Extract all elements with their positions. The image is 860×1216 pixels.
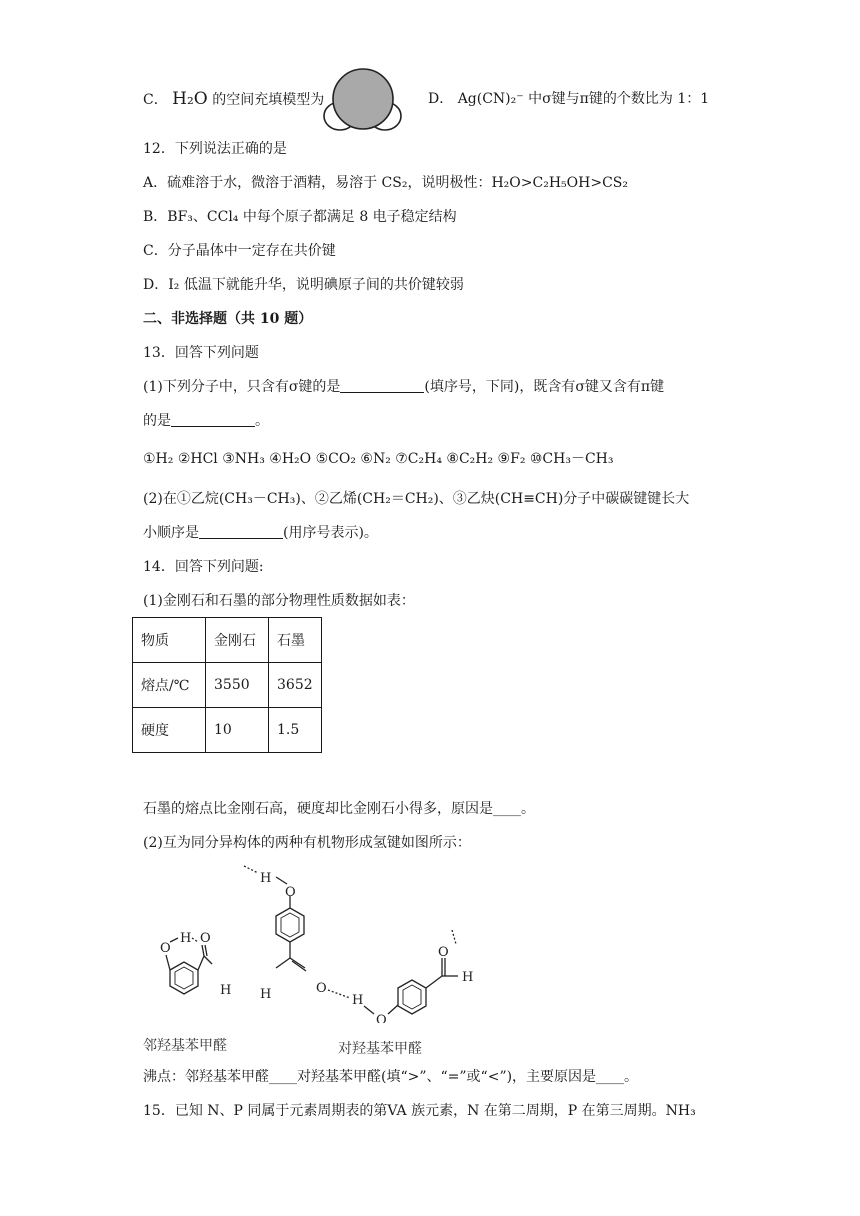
table-cell: 10 (206, 708, 269, 753)
answer-blank (171, 412, 255, 427)
table-cell: 1.5 (269, 708, 322, 753)
q14-reason: 石墨的熔点比金刚石高，硬度却比金刚石小得多，原因是____。 (143, 801, 535, 817)
table-header-cell: 石墨 (269, 618, 322, 663)
q11-option-c (143, 89, 324, 110)
caption-para: 对羟基苯甲醛 (338, 1041, 422, 1057)
q13-part2-cont (143, 523, 378, 543)
answer-blank (340, 378, 424, 393)
svg-text:H: H (220, 983, 232, 998)
properties-table (132, 617, 322, 753)
q15-stem: 15．已知 N、P 同属于元素周期表的第VA 族元素，N 在第二周期，P 在第三周期。NH₃ (143, 1103, 696, 1119)
caption-ortho: 邻羟基苯甲醛 (143, 1038, 227, 1054)
svg-text:O: O (438, 945, 449, 960)
q14-stem: 14．回答下列问题: (143, 559, 264, 575)
q13-part1-cont (143, 411, 269, 431)
q12-option-d: D．I₂ 低温下就能升华，说明碘原子间的共价键较弱 (143, 277, 464, 293)
q13-molecule-list: ①H₂ ②HCl ③NH₃ ④H₂O ⑤CO₂ ⑥N₂ ⑦C₂H₄ ⑧C₂H₂ ⑨F₂ ⑩CH₃－CH₃ (143, 451, 614, 467)
q11-c-label: C． (143, 92, 168, 108)
table-header-row (133, 618, 322, 663)
svg-text:H: H (462, 970, 474, 985)
q11-c-text: 的空间充填模型为 (212, 92, 325, 108)
answer-blank (199, 524, 283, 539)
section-heading: 二、非选择题（共 10 题） (143, 311, 313, 327)
table-header-cell: 物质 (133, 618, 206, 663)
table-row (133, 663, 322, 708)
q11-d-text: 中σ键与π键的个数比为 1：1 (528, 91, 710, 107)
q11-option-d (428, 89, 709, 109)
para-hydroxybenzaldehyde-bottom-structure (364, 930, 458, 1014)
table-cell: 3550 (206, 663, 269, 708)
q12-stem: 12．下列说法正确的是 (143, 141, 287, 157)
q12-option-b: B．BF₃、CCl₄ 中每个原子都满足 8 电子稳定结构 (143, 209, 457, 225)
q13-stem: 13．回答下列问题 (143, 345, 259, 361)
svg-text:O: O (376, 1013, 387, 1023)
ortho-hydroxybenzaldehyde-structure (166, 938, 212, 994)
table-cell: 3652 (269, 663, 322, 708)
q13-part2-c: (用序号表示)。 (283, 525, 378, 541)
water-space-filling-model-icon (322, 67, 404, 135)
q14-part2: (2)互为同分异构体的两种有机物形成氢键如图所示： (143, 835, 471, 851)
q13-part1-end: 。 (255, 413, 269, 429)
svg-text:O: O (285, 885, 296, 900)
q11-d-label: D． (428, 91, 454, 107)
q14-part1: (1)金刚石和石墨的部分物理性质数据如表： (143, 593, 415, 609)
svg-text:O: O (316, 981, 327, 996)
table-header-cell: 金刚石 (206, 618, 269, 663)
svg-text:O: O (160, 941, 171, 956)
q11-c-formula: H₂O (172, 89, 208, 109)
table-row (133, 708, 322, 753)
svg-text:H: H (260, 871, 272, 886)
q12-option-a: A．硫难溶于水，微溶于酒精，易溶于 CS₂，说明极性：H₂O>C₂H₅OH>CS₂ (143, 175, 628, 191)
q13-part1 (143, 377, 664, 397)
table-cell: 硬度 (133, 708, 206, 753)
q14-boiling-point: 沸点：邻羟基苯甲醛____对羟基苯甲醛(填“>”、“=”或“<”)，主要原因是____。 (143, 1069, 639, 1085)
q13-part2: (2)在①乙烷(CH₃－CH₃)、②乙烯(CH₂＝CH₂)、③乙炔(CH≡CH)分子中碳碳键键长大 (143, 491, 690, 507)
svg-text:O: O (200, 931, 211, 946)
svg-text:H: H (180, 931, 192, 946)
svg-text:H: H (352, 993, 364, 1008)
q13-part1-a: (1)下列分子中，只含有σ键的是 (143, 379, 341, 395)
q13-part1-c: 的是 (143, 413, 171, 429)
table-cell: 熔点/℃ (133, 663, 206, 708)
svg-text:H: H (260, 987, 272, 1002)
q13-part1-b: (填序号，下同)，既含有σ键又含有π键 (424, 379, 665, 395)
q12-option-c: C．分子晶体中一定存在共价键 (143, 243, 336, 259)
q11-d-formula: Ag(CN)₂⁻ (457, 91, 524, 107)
q13-part2-b: 小顺序是 (143, 525, 199, 541)
hydrogen-bond-diagram (140, 858, 520, 1023)
